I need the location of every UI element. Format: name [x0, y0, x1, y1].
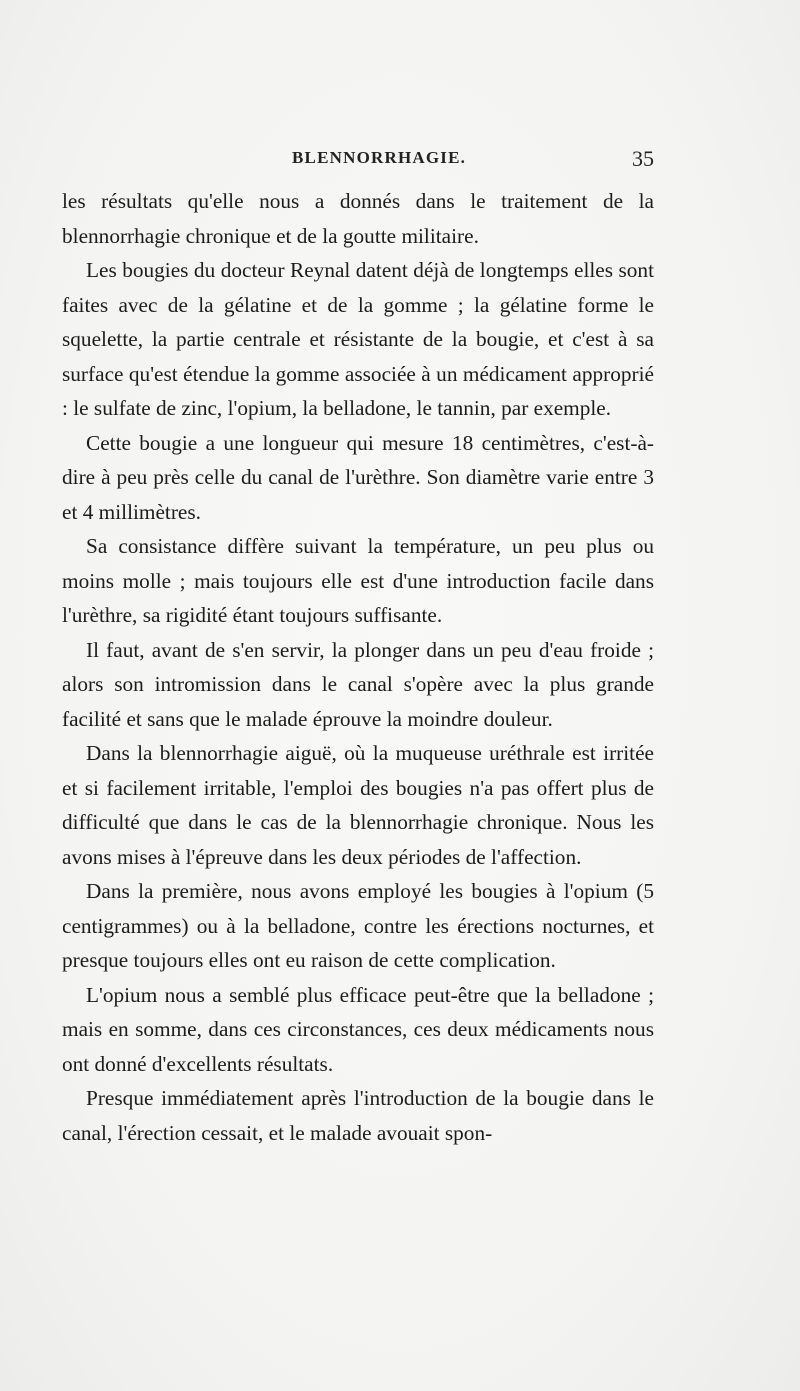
page-header: [62, 146, 654, 176]
paragraph-continuation: les résultats qu'elle nous a donnés dans le traitement de la blennorrhagie chronique et de la goutte militaire.: [62, 189, 654, 248]
paragraph-cold-water: Il faut, avant de s'en servir, la plonger dans un peu d'eau froide ; alors son intromission dans le canal s'opère avec la plus grande facilité et sans que le malade éprouve la moindre douleur.: [62, 637, 654, 731]
paragraph-bougie-length: Cette bougie a une longueur qui mesure 18 centimètres, c'est-à-dire à peu près celle du canal de l'urèthre. Son diamètre varie entre 3 et 4 millimètres.: [62, 430, 654, 524]
running-title: BLENNORRHAGIE.: [292, 148, 467, 167]
paragraph-erection-ceases: Presque immédiatement après l'introduction de la bougie dans le canal, l'érection cessait, et le malade avouait spon-: [62, 1086, 654, 1145]
paragraph-consistency: Sa consistance diffère suivant la température, un peu plus ou moins molle ; mais toujours elle est d'une introduction facile dans l'urèthre, sa rigidité étant toujours suffisante.: [62, 534, 654, 627]
paragraph-opium-belladonna: L'opium nous a semblé plus efficace peut-être que la belladone ; mais en somme, dans ces circonstances, ces deux médicaments nous ont donné d'excellents résultats.: [62, 982, 654, 1076]
page-number: 35: [632, 146, 654, 171]
paragraph-reynal-bougies: Les bougies du docteur Reynal datent déjà de longtemps elles sont faites avec de la gélatine et de la gomme ; la gélatine forme le squelette, la partie centrale et résistante de la bougie, et c'est à sa surface qu'est étendue la gomme associée à un médicament approprié : le sulfate de zinc, l'opium, la belladone, le tannin, par exemple.: [62, 258, 654, 420]
body-text: [62, 184, 654, 1150]
paragraph-first-period: Dans la première, nous avons employé les bougies à l'opium (5 centigrammes) ou à la belladone, contre les érections nocturnes, et presque toujours elles ont eu raison de cette complication.: [62, 879, 654, 972]
paragraph-acute-blennorrhagia: Dans la blennorrhagie aiguë, où la muqueuse uréthrale est irritée et si facilement irritable, l'emploi des bougies n'a pas offert plus de difficulté que dans le cas de la blennorrhagie chronique. Nous les avons mises à l'épreuve dans les deux périodes de l'affection.: [62, 741, 654, 869]
